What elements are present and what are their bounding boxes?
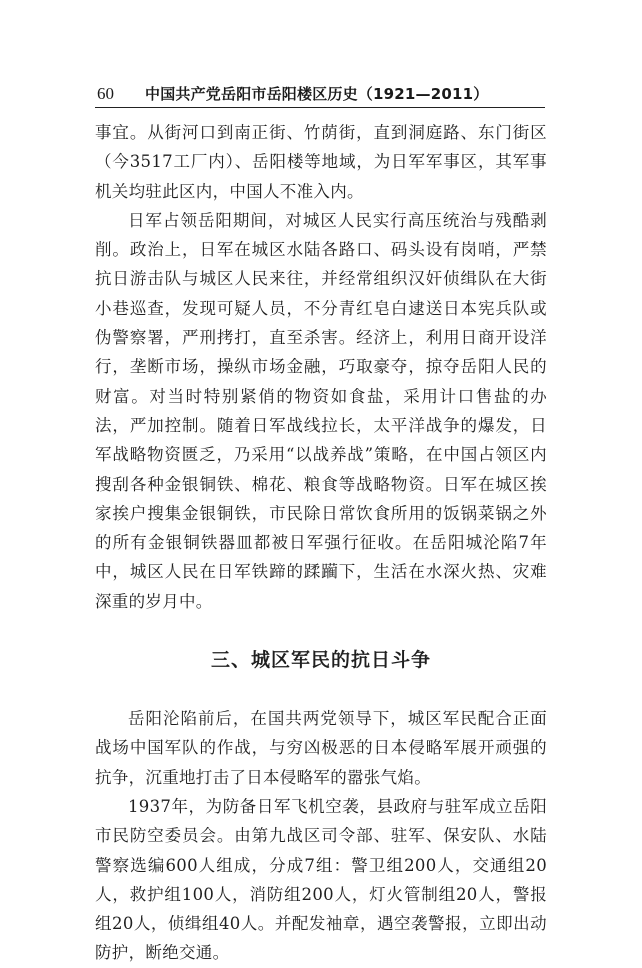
body-text: [95, 118, 547, 968]
page-header: [95, 82, 545, 106]
paragraph-air-defense: 1937年，为防备日军飞机空袭，县政府与驻军成立岳阳市民防空委员会。由第九战区司令部、驻军、保安队、水陆警察选编600人组成，分成7组：警卫组200人，交通组20人，救护组100人，消防组200人，灯火管制组20人，警报组20人，侦缉组40人。并配发袖章，遇空袭警报，立即出动防护，断绝交通。: [95, 796, 547, 963]
page-number: 60: [97, 84, 114, 103]
running-title: 中国共产党岳阳市岳阳楼区历史（1921—2011）: [145, 85, 489, 103]
section-heading: 三、城区军民的抗日斗争: [210, 649, 431, 672]
paragraph-continuation: 事宜。从街河口到南正街、竹荫街，直到洞庭路、东门街区（今3517工厂内）、岳阳楼等地域，为日军军事区，其军事机关均驻此区内，中国人不准入内。: [95, 123, 547, 201]
header-rule: [95, 107, 545, 108]
paragraph-occupation-rule: 日军占领岳阳期间，对城区人民实行高压统治与残酷剥削。政治上，日军在城区水陆各路口、码头设有岗哨，严禁抗日游击队与城区人民来往，并经常组织汉奸侦缉队在大街小巷巡查，发现可疑人员，不分青红皂白逮送日本宪兵队或伪警察署，严刑拷打，直至杀害。经济上，利用日商开设洋行，垄断市场，操纵市场金融，巧取豪夺，掠夺岳阳人民的财富。对当时特别紧俏的物资如食盐，采用计口售盐的办法，严加控制。随着日军战线拉长，太平洋战争的爆发，日军战略物资匮乏，乃采用“以战养战”策略，在中国占领区内搜刮各种金银铜铁、棉花、粮食等战略物资。日军在城区挨家挨户搜集金银铜铁，市民除日常饮食所用的饭锅菜锅之外的所有金银铜铁器皿都被日军强行征收。在岳阳城沦陷7年中，城区人民在日军铁蹄的蹂躏下，生活在水深火热、灾难深重的岁月中。: [95, 210, 547, 611]
paragraph-resistance: 岳阳沦陷前后，在国共两党领导下，城区军民配合正面战场中国军队的作战，与穷凶极恶的日本侵略军展开顽强的抗争，沉重地打击了日本侵略军的嚣张气焰。: [95, 709, 547, 787]
